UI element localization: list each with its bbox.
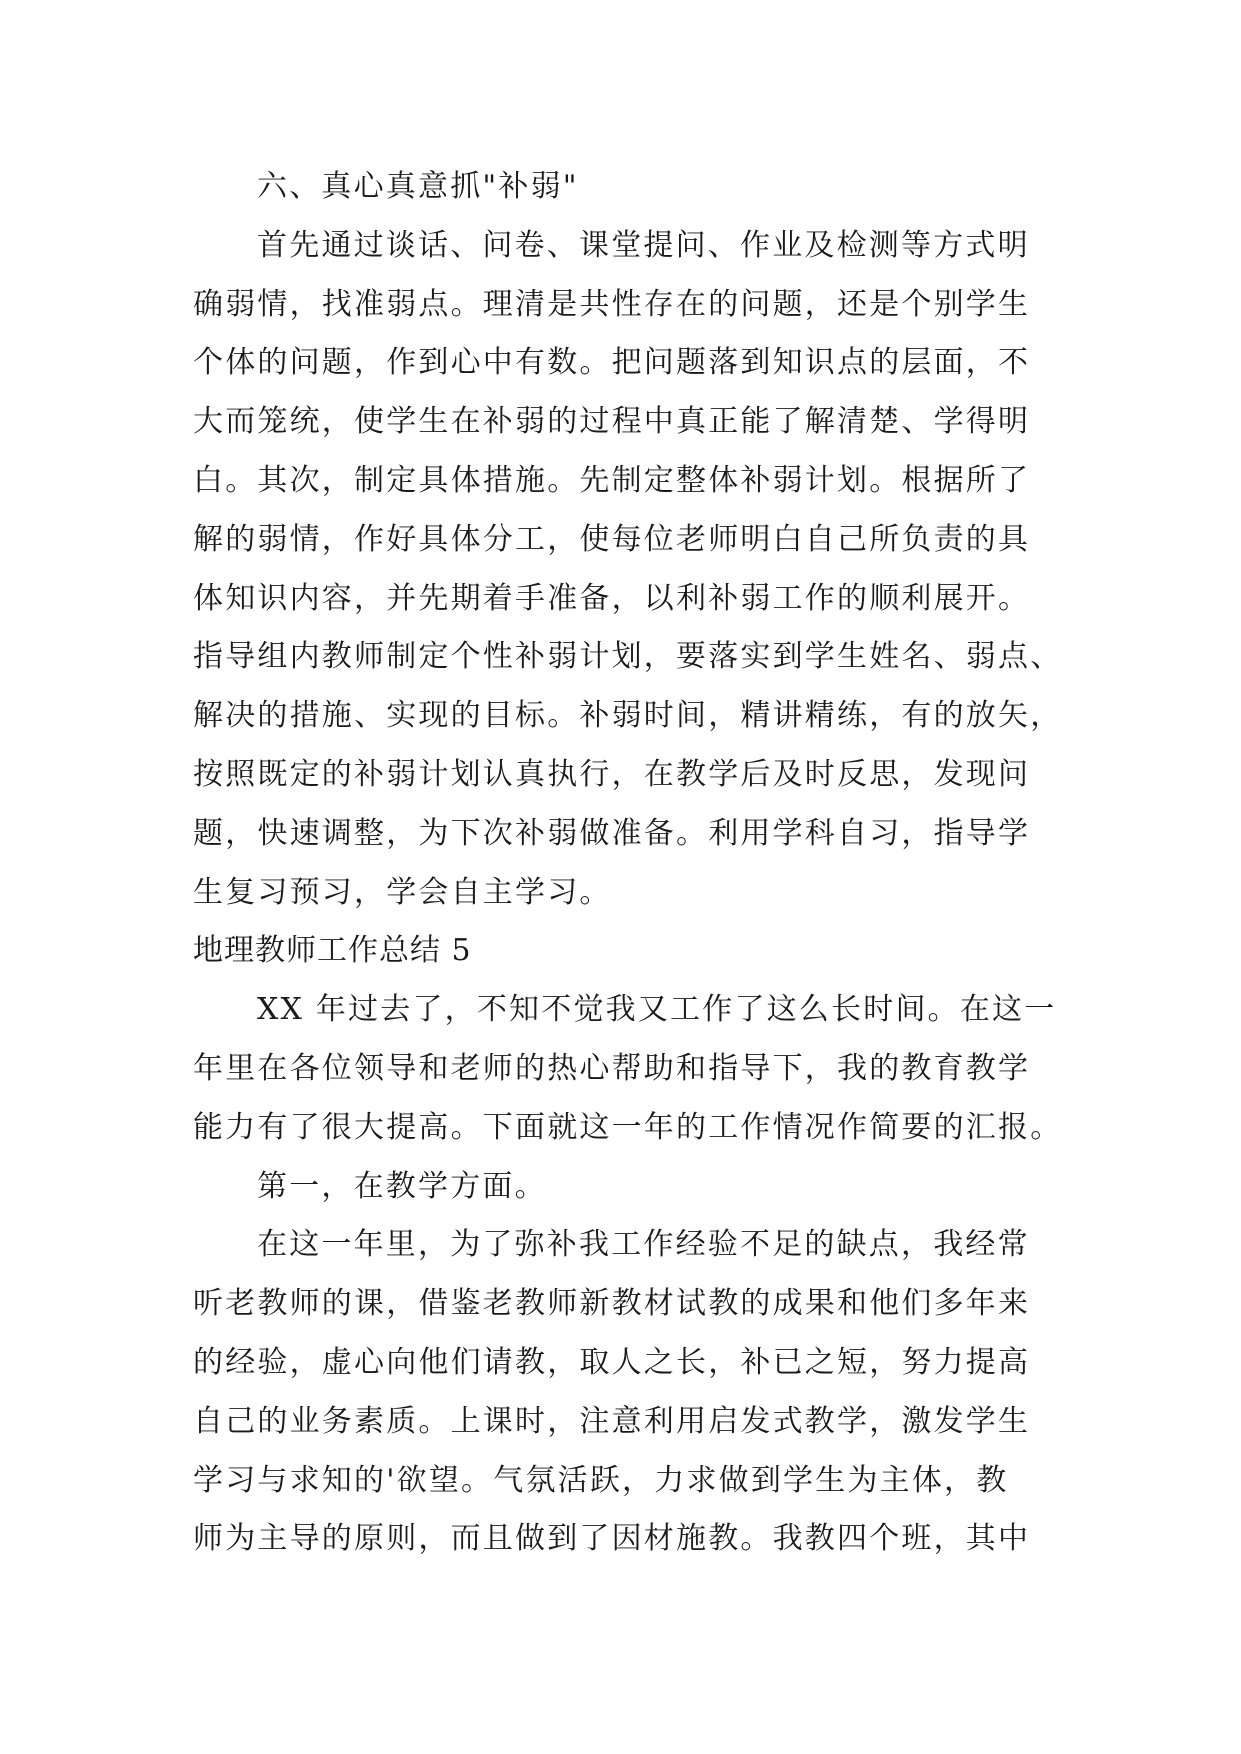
document-body [193,158,1073,1569]
paragraph-line: XX 年过去了，不知不觉我又工作了这么长时间。在这一 [257,992,1057,1028]
paragraph-line: 师为主导的原则，而且做到了因材施教。我教四个班，其中 [193,1521,1031,1557]
paragraph-line: 自己的业务素质。上课时，注意利用启发式教学，激发学生 [193,1403,1031,1439]
paragraph-line: 按照既定的补弱计划认真执行，在教学后及时反思，发现问 [193,756,1031,792]
paragraph-line: 生复习预习，学会自主学习。 [193,874,612,910]
paragraph-line: 确弱情，找准弱点。理清是共性存在的问题，还是个别学生 [193,286,1031,322]
paragraph-line: 在这一年里，为了弥补我工作经验不足的缺点，我经常 [257,1227,1030,1263]
document-title: 地理教师工作总结 5 [193,933,472,969]
paragraph-line: 年里在各位领导和老师的热心帮助和指导下，我的教育教学 [193,1050,1031,1086]
paragraph-line: 解决的措施、实现的目标。补弱时间，精讲精练，有的放矢， [193,698,1063,734]
paragraph-line: 白。其次，制定具体措施。先制定整体补弱计划。根据所了 [193,462,1031,498]
paragraph-line: 指导组内教师制定个性补弱计划，要落实到学生姓名、弱点、 [193,639,1063,675]
paragraph-line: 的经验，虚心向他们请教，取人之长，补已之短，努力提高 [193,1344,1031,1380]
paragraph-line: 学习与求知的'欲望。气氛活跃，力求做到学生为主体，教 [193,1462,1009,1498]
paragraph-line: 解的弱情，作好具体分工，使每位老师明白自己所负责的具 [193,521,1031,557]
paragraph-line: 首先通过谈话、问卷、课堂提问、作业及检测等方式明 [257,227,1030,263]
section-heading: 六、真心真意抓"补弱" [257,169,579,204]
paragraph-line: 体知识内容，并先期着手准备，以利补弱工作的顺利展开。 [193,580,1031,616]
paragraph-line: 题，快速调整，为下次补弱做准备。利用学科自习，指导学 [193,815,1031,851]
section-heading: 第一，在教学方面。 [257,1168,547,1204]
paragraph-line: 能力有了很大提高。下面就这一年的工作情况作简要的汇报。 [193,1109,1063,1145]
paragraph-line: 个体的问题，作到心中有数。把问题落到知识点的层面，不 [193,345,1031,381]
paragraph-line: 大而笼统，使学生在补弱的过程中真正能了解清楚、学得明 [193,404,1031,440]
paragraph-line: 听老教师的课，借鉴老教师新教材试教的成果和他们多年来 [193,1286,1031,1322]
